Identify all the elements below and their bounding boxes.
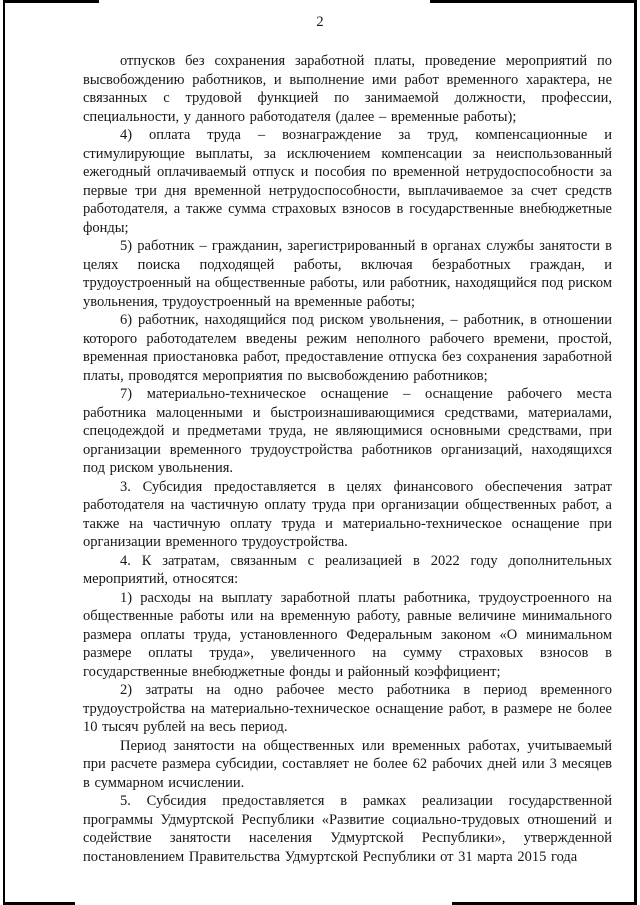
paragraph: отпусков без сохранения заработной платы, проведение мероприятий по высвобождению работников, и выполнение ими работ временного характера, не связанных с трудовой функцией по занимаемой должности, профессии, специальности, у данного работодателя (далее – временные работы); bbox=[83, 53, 612, 125]
paragraph: 7) материально-техническое оснащение – оснащение рабочего места работника малоценными и быстроизнашивающимися средствами, материалами, спецодеждой и предметами труда, не являющимися основными средствами, при организации временного трудоустройства работников организаций, находящихся под риском увольнения. bbox=[83, 386, 612, 476]
paragraph: 4) оплата труда – вознаграждение за труд, компенсационные и стимулирующие выплаты, за исключением компенсации за неиспользованный ежегодный оплачиваемый отпуск и пособия по временной нетрудоспособности за первые три дня временной нетрудоспособности, выплачиваемое за счет средств работодателя, а также сумма страховых взносов в государственные внебюджетные фонды; bbox=[83, 127, 612, 236]
paragraph: 5) работник – гражданин, зарегистрированный в органах службы занятости в целях поиска подходящей работы, включая безработных граждан, и трудоустроенный на общественные работы, или работник, находящийся под риском увольнения, трудоустроенный на временные работы; bbox=[83, 238, 612, 310]
paragraph: 5. Субсидия предоставляется в рамках реализации государственной программы Удмуртской Республики «Развитие социально-трудовых отношений и содействие занятости населения Удмуртской Республики», утвержденной постановлением Правительства Удмуртской Республики от 31 марта 2015 года bbox=[83, 793, 612, 865]
paragraph: 4. К затратам, связанным с реализацией в 2022 году дополнительных мероприятий, относятся: bbox=[83, 552, 612, 587]
document-body bbox=[83, 52, 612, 866]
scan-border-left bbox=[3, 0, 5, 905]
paragraph: 3. Субсидия предоставляется в целях финансового обеспечения затрат работодателя на частичную оплату труда при организации общественных работ, а также на частичную оплату труда и материально-техническое оснащение при организации временного трудоустройства. bbox=[83, 478, 612, 550]
page-number: 2 bbox=[316, 14, 324, 30]
paragraph: 6) работник, находящийся под риском увольнения, – работник, в отношении которого работодателем введены режим неполного рабочего времени, простой, временная приостановка работ, предоставление отпуска без сохранения заработной платы, проводятся мероприятия по высвобождению работников; bbox=[83, 312, 612, 384]
scan-border-top-right bbox=[430, 0, 637, 3]
scan-border-top-left bbox=[3, 0, 99, 3]
scan-border-right bbox=[634, 0, 637, 905]
paragraph: 1) расходы на выплату заработной платы работника, трудоустроенного на общественные работы или на временную работу, равные величине минимального размера оплаты труда, установленного Федеральным законом «О минимальном размере оплаты труда», увеличенного на сумму страховых взносов в государственные внебюджетные фонды и районный коэффициент; bbox=[83, 589, 612, 680]
paragraph: Период занятости на общественных или временных работах, учитываемый при расчете размера субсидии, составляет не более 62 рабочих дней или 3 месяцев в суммарном исчислении. bbox=[83, 737, 612, 791]
paragraph: 2) затраты на одно рабочее место работника в период временного трудоустройства на материально-техническое оснащение работ, в размере не более 10 тысяч рублей на весь период. bbox=[83, 682, 612, 735]
